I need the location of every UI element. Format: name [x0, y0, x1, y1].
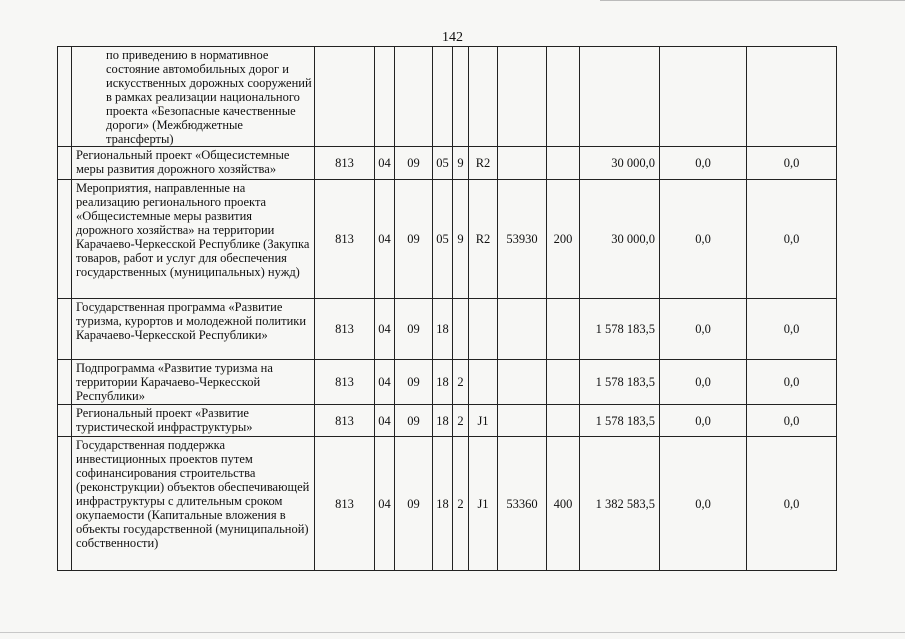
expense-type-code: [547, 147, 580, 180]
sum-2026: [747, 47, 837, 147]
subprogram-code: [453, 299, 469, 360]
project-code: R2: [469, 147, 498, 180]
subsection-code: 09: [395, 360, 433, 405]
margin-cell: [58, 299, 72, 360]
subprogram-code: 9: [453, 180, 469, 299]
margin-cell: [58, 180, 72, 299]
direction-code: 53930: [498, 180, 547, 299]
margin-cell: [58, 47, 72, 147]
ministry-code: 813: [315, 405, 375, 437]
sum-2024: 1 382 583,5: [580, 437, 660, 571]
ministry-code: 813: [315, 437, 375, 571]
program-code: 18: [433, 405, 453, 437]
project-code: [469, 360, 498, 405]
sum-2025: 0,0: [660, 360, 747, 405]
project-code: J1: [469, 405, 498, 437]
direction-code: [498, 405, 547, 437]
section-code: [375, 47, 395, 147]
sum-2026: 0,0: [747, 180, 837, 299]
sum-2025: 0,0: [660, 299, 747, 360]
program-code: 18: [433, 437, 453, 571]
direction-code: [498, 360, 547, 405]
expense-type-code: [547, 405, 580, 437]
row-name: по приведению в нормативное состояние автомобильных дорог и искусственных дорожных сооружений в рамках реализации национального проекта «Безопасные качественные дороги» (Межбюджетные трансферты): [72, 47, 315, 147]
sum-2024: 1 578 183,5: [580, 360, 660, 405]
table-row: [58, 299, 837, 360]
subprogram-code: 9: [453, 147, 469, 180]
subsection-code: 09: [395, 180, 433, 299]
scan-edge-top: [600, 0, 905, 1]
subsection-code: 09: [395, 437, 433, 571]
sum-2024: 30 000,0: [580, 147, 660, 180]
direction-code: [498, 47, 547, 147]
row-name: Государственная программа «Развитие туризма, курортов и молодежной политики Карачаево-Черкесской Республики»: [72, 299, 315, 360]
table-row: [58, 360, 837, 405]
program-code: 05: [433, 147, 453, 180]
subprogram-code: 2: [453, 360, 469, 405]
sum-2024: 1 578 183,5: [580, 405, 660, 437]
table-row: [58, 147, 837, 180]
section-code: 04: [375, 360, 395, 405]
section-code: 04: [375, 180, 395, 299]
row-name: Региональный проект «Общесистемные меры развития дорожного хозяйства»: [72, 147, 315, 180]
sum-2024: 30 000,0: [580, 180, 660, 299]
table-row: [58, 180, 837, 299]
row-name: Государственная поддержка инвестиционных проектов путем софинансирования строительства (реконструкции) объектов обеспечивающей инфраструктуры с длительным сроком окупаемости (Капитальные вложения в объекты государственной (муниципальной) собственности): [72, 437, 315, 571]
program-code: [433, 47, 453, 147]
sum-2025: 0,0: [660, 405, 747, 437]
sum-2024: [580, 47, 660, 147]
section-code: 04: [375, 147, 395, 180]
margin-cell: [58, 437, 72, 571]
row-name: Региональный проект «Развитие туристической инфраструктуры»: [72, 405, 315, 437]
direction-code: [498, 299, 547, 360]
subsection-code: [395, 47, 433, 147]
expense-type-code: [547, 47, 580, 147]
table-row: [58, 47, 837, 147]
ministry-code: 813: [315, 180, 375, 299]
margin-cell: [58, 147, 72, 180]
sum-2026: 0,0: [747, 147, 837, 180]
row-name: Мероприятия, направленные на реализацию регионального проекта «Общесистемные меры развития дорожного хозяйства» на территории Карачаево-Черкесской Республике (Закупка товаров, работ и услуг для обеспечения государственных (муниципальных) нужд): [72, 180, 315, 299]
sum-2026: 0,0: [747, 299, 837, 360]
sum-2025: [660, 47, 747, 147]
direction-code: 53360: [498, 437, 547, 571]
sum-2025: 0,0: [660, 437, 747, 571]
margin-cell: [58, 405, 72, 437]
sum-2026: 0,0: [747, 437, 837, 571]
ministry-code: [315, 47, 375, 147]
project-code: J1: [469, 437, 498, 571]
program-code: 18: [433, 299, 453, 360]
subsection-code: 09: [395, 299, 433, 360]
program-code: 05: [433, 180, 453, 299]
subsection-code: 09: [395, 405, 433, 437]
subprogram-code: 2: [453, 437, 469, 571]
margin-cell: [58, 360, 72, 405]
scan-edge-bottom: [0, 632, 905, 633]
project-code: R2: [469, 180, 498, 299]
subprogram-code: 2: [453, 405, 469, 437]
section-code: 04: [375, 405, 395, 437]
ministry-code: 813: [315, 299, 375, 360]
program-code: 18: [433, 360, 453, 405]
project-code: [469, 299, 498, 360]
sum-2024: 1 578 183,5: [580, 299, 660, 360]
expense-type-code: [547, 360, 580, 405]
subprogram-code: [453, 47, 469, 147]
sum-2026: 0,0: [747, 360, 837, 405]
expense-type-code: 400: [547, 437, 580, 571]
direction-code: [498, 147, 547, 180]
table-row: [58, 405, 837, 437]
section-code: 04: [375, 437, 395, 571]
sum-2025: 0,0: [660, 147, 747, 180]
ministry-code: 813: [315, 147, 375, 180]
expense-type-code: [547, 299, 580, 360]
sum-2026: 0,0: [747, 405, 837, 437]
ministry-code: 813: [315, 360, 375, 405]
page-number: 142: [442, 30, 463, 45]
row-name: Подпрограмма «Развитие туризма на территории Карачаево-Черкесской Республики»: [72, 360, 315, 405]
sum-2025: 0,0: [660, 180, 747, 299]
project-code: [469, 47, 498, 147]
section-code: 04: [375, 299, 395, 360]
budget-table: [57, 46, 837, 571]
table-row: [58, 437, 837, 571]
subsection-code: 09: [395, 147, 433, 180]
expense-type-code: 200: [547, 180, 580, 299]
